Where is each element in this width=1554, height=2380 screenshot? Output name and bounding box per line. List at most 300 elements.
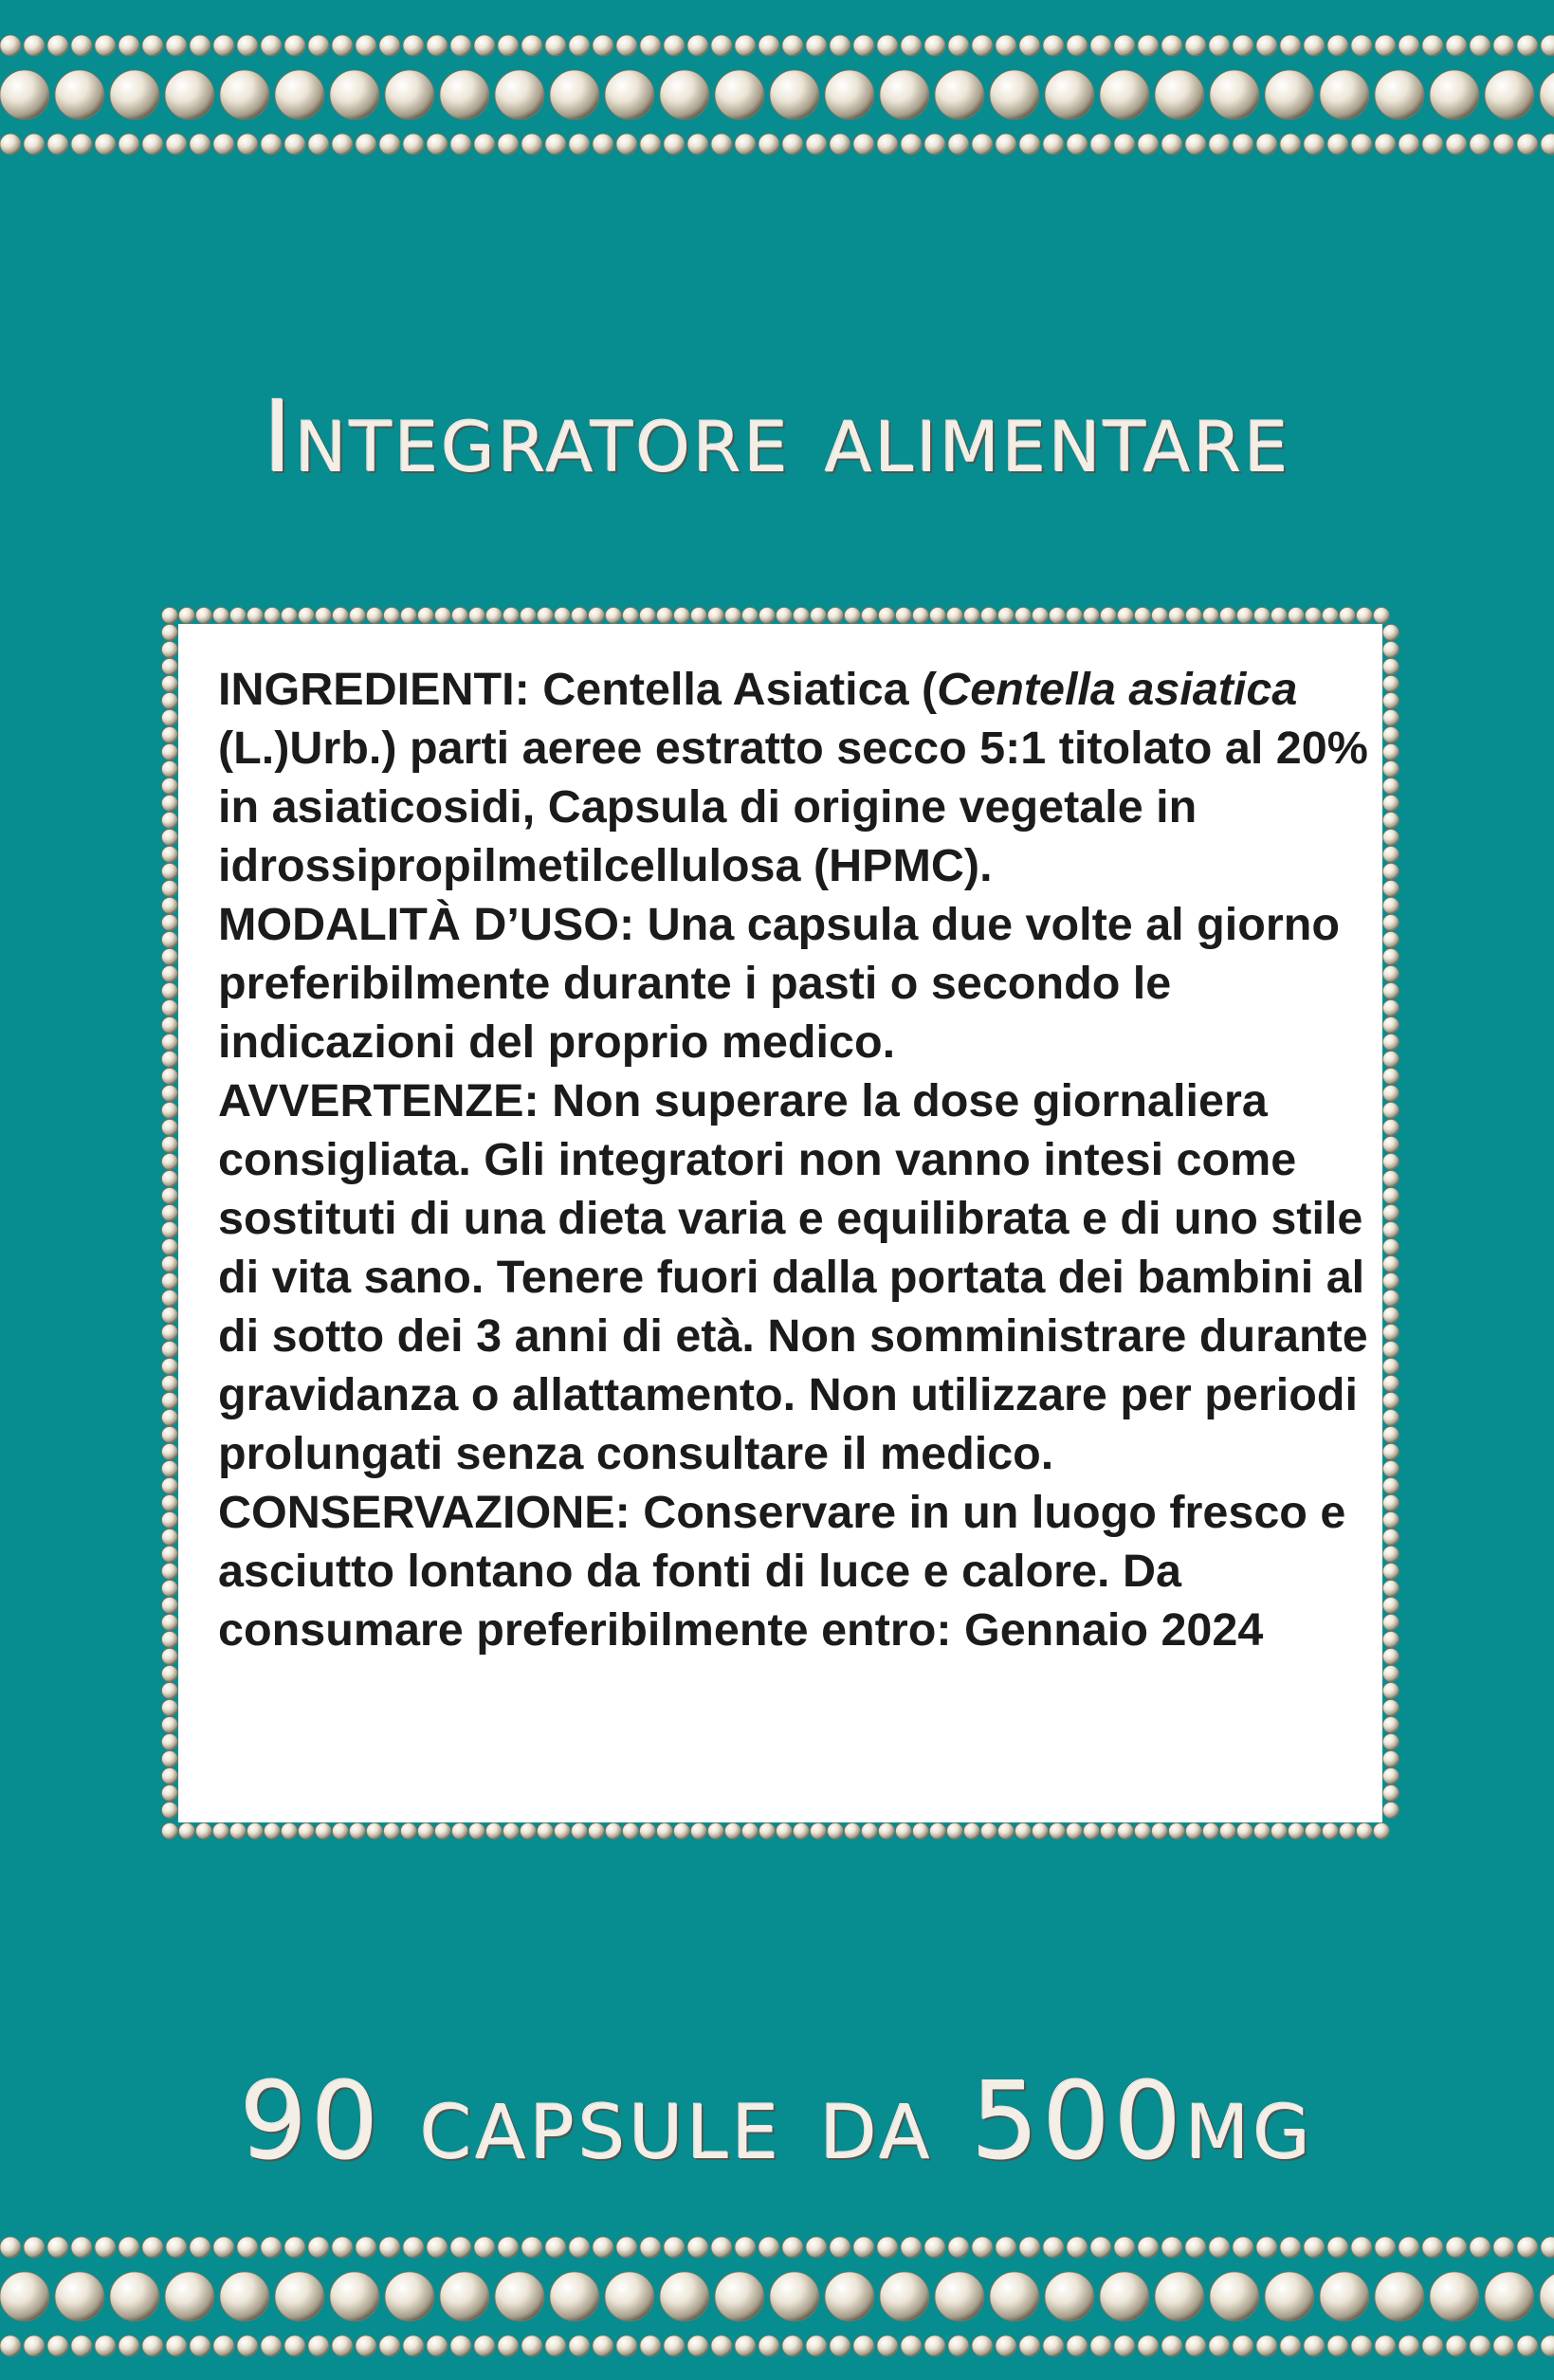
pearl-icon	[1067, 134, 1088, 155]
pearl-icon	[708, 608, 724, 624]
pearl-icon	[1045, 70, 1094, 119]
pearl-icon	[110, 70, 159, 119]
pearl-icon	[830, 2335, 850, 2356]
pearl-icon	[190, 2335, 210, 2356]
pearl-icon	[418, 1823, 434, 1840]
pearl-icon	[162, 1547, 178, 1563]
pearl-icon	[664, 35, 685, 56]
pearl-icon	[247, 1823, 264, 1840]
pearl-icon	[356, 2237, 376, 2258]
pearl-icon	[196, 608, 212, 624]
pearl-icon	[162, 625, 178, 641]
pearl-icon	[711, 2237, 732, 2258]
pearl-icon	[770, 2272, 819, 2321]
pearl-icon	[1383, 1444, 1399, 1460]
pearl-icon	[162, 796, 178, 812]
pearl-icon	[0, 2335, 21, 2356]
pearl-icon	[998, 608, 1015, 624]
pearl-icon	[1067, 35, 1088, 56]
pearl-icon	[901, 134, 922, 155]
pearl-icon	[862, 608, 878, 624]
pearl-icon	[95, 2335, 116, 2356]
pearl-icon	[828, 1823, 844, 1840]
product-type-title: Integratore alimentare	[263, 378, 1291, 495]
pearl-icon	[521, 2335, 542, 2356]
pearl-icon	[162, 1598, 178, 1614]
pearl-icon	[1375, 2335, 1396, 2356]
pearl-icon	[452, 1823, 468, 1840]
pearl-icon	[569, 2237, 590, 2258]
pearl-icon	[1161, 2335, 1182, 2356]
pearl-icon	[162, 915, 178, 931]
pearl-icon	[1118, 608, 1134, 624]
pearl-icon	[1383, 1393, 1399, 1409]
pearl-icon	[1493, 2237, 1514, 2258]
pearl-icon	[1114, 2335, 1135, 2356]
pearl-icon	[162, 1034, 178, 1051]
pearl-icon	[1383, 813, 1399, 829]
pearl-icon	[261, 35, 282, 56]
pearl-icon	[853, 35, 874, 56]
pearl-icon	[427, 2335, 448, 2356]
pearl-icon	[356, 134, 376, 155]
pearl-icon	[71, 2335, 92, 2356]
pearl-icon	[1043, 2237, 1064, 2258]
pearl-icon	[162, 1239, 178, 1255]
pearl-icon	[1422, 35, 1443, 56]
pearl-icon	[162, 1529, 178, 1546]
pearl-icon	[1540, 70, 1554, 119]
pearl-icon	[1138, 2335, 1159, 2356]
pearl-icon	[403, 134, 424, 155]
pearl-icon	[948, 35, 969, 56]
pearl-icon	[811, 1823, 827, 1840]
pearl-icon	[947, 608, 963, 624]
pearl-icon	[1383, 864, 1399, 880]
pearl-icon	[660, 70, 709, 119]
pearl-icon	[1220, 608, 1236, 624]
pearl-icon	[162, 1649, 178, 1665]
pearl-icon	[1050, 1823, 1066, 1840]
pearl-icon	[162, 659, 178, 675]
pearl-icon	[550, 70, 599, 119]
label-panel	[178, 624, 1382, 1822]
pearl-icon	[521, 134, 542, 155]
pearl-icon	[403, 2237, 424, 2258]
pearl-icon	[593, 2237, 613, 2258]
pearl-icon	[1351, 35, 1372, 56]
pearl-icon	[162, 1512, 178, 1529]
pearl-icon	[162, 1803, 178, 1819]
pearl-icon	[503, 608, 520, 624]
pearl-icon	[1254, 1823, 1271, 1840]
pearl-icon	[759, 35, 779, 56]
pearl-icon	[782, 134, 803, 155]
pearl-icon	[1019, 2237, 1040, 2258]
pearl-icon	[1541, 35, 1554, 56]
pearl-icon	[735, 134, 756, 155]
pearl-icon	[247, 608, 264, 624]
pearl-icon	[162, 1700, 178, 1716]
pearl-icon	[657, 1823, 673, 1840]
pearl-icon	[1383, 1154, 1399, 1170]
pearl-icon	[308, 2335, 329, 2356]
pearl-icon	[166, 134, 187, 155]
pearl-icon	[1383, 1529, 1399, 1546]
pearl-icon	[1323, 608, 1339, 624]
warnings-section	[218, 1071, 1375, 1483]
pearl-icon	[759, 1823, 776, 1840]
pearl-icon	[213, 134, 234, 155]
pearl-icon	[1280, 35, 1301, 56]
pearl-icon	[498, 2335, 519, 2356]
pearl-icon	[623, 608, 639, 624]
pearl-icon	[1383, 1785, 1399, 1802]
pearl-icon	[759, 2335, 779, 2356]
pearl-icon	[265, 608, 281, 624]
pearl-icon	[237, 35, 258, 56]
pearl-icon	[162, 1154, 178, 1170]
information-label	[161, 607, 1399, 1840]
pearl-icon	[996, 35, 1016, 56]
pearl-icon	[1383, 796, 1399, 812]
pearl-icon	[162, 1632, 178, 1648]
pearl-icon	[162, 1564, 178, 1580]
pearl-icon	[47, 2237, 68, 2258]
pearl-icon	[1271, 1823, 1288, 1840]
pearl-icon	[1185, 2335, 1206, 2356]
pearl-icon	[930, 608, 946, 624]
pearl-icon	[162, 1495, 178, 1511]
pearl-icon	[284, 35, 305, 56]
pearl-icon	[119, 2335, 139, 2356]
pearl-icon	[1155, 2272, 1204, 2321]
pearl-icon	[1304, 35, 1325, 56]
pearl-icon	[664, 2335, 685, 2356]
pearl-icon	[1101, 608, 1117, 624]
pearl-icon	[474, 134, 495, 155]
pearl-icon	[1265, 2272, 1314, 2321]
pearl-icon	[981, 608, 997, 624]
pearl-icon	[95, 134, 116, 155]
pearl-icon	[947, 1823, 963, 1840]
pearl-icon	[735, 35, 756, 56]
pearl-icon	[1383, 1495, 1399, 1511]
pearl-icon	[1383, 1052, 1399, 1068]
pearl-icon	[190, 134, 210, 155]
pearl-icon	[450, 2237, 471, 2258]
pearl-icon	[1399, 2237, 1419, 2258]
pearl-icon	[1383, 830, 1399, 846]
pearl-icon	[806, 2335, 827, 2356]
pearl-icon	[162, 1666, 178, 1682]
pearl-icon	[664, 2237, 685, 2258]
pearl-icon	[640, 35, 661, 56]
pearl-icon	[1493, 35, 1514, 56]
pearl-icon	[1383, 1461, 1399, 1477]
pearl-icon	[24, 2335, 45, 2356]
pearl-icon	[350, 608, 366, 624]
pearl-icon	[1320, 2272, 1369, 2321]
pearl-icon	[828, 608, 844, 624]
pearl-icon	[1135, 1823, 1151, 1840]
pearl-icon	[1446, 35, 1467, 56]
pearl-icon	[1383, 1291, 1399, 1307]
pearl-icon	[162, 1683, 178, 1699]
pearl-icon	[440, 2272, 489, 2321]
pearl-icon	[330, 70, 379, 119]
pearl-icon	[1383, 932, 1399, 948]
pearl-icon	[1090, 35, 1111, 56]
pearl-icon	[830, 134, 850, 155]
pearl-icon	[1019, 2335, 1040, 2356]
pearl-icon	[845, 1823, 861, 1840]
pearl-icon	[162, 1823, 178, 1840]
directions-heading: MODALITÀ D’USO:	[218, 899, 635, 950]
pearl-icon	[913, 608, 929, 624]
pearl-icon	[1383, 881, 1399, 897]
pearl-icon	[687, 35, 708, 56]
pearl-icon	[367, 608, 383, 624]
pearl-icon	[1383, 915, 1399, 931]
pearl-icon	[1383, 1086, 1399, 1102]
pearl-icon	[521, 608, 537, 624]
pearl-icon	[545, 35, 566, 56]
pearl-icon	[162, 1103, 178, 1119]
pearl-icon	[853, 2335, 874, 2356]
pearl-icon	[1067, 608, 1083, 624]
pearl-icon	[830, 35, 850, 56]
pearl-icon	[1383, 1615, 1399, 1631]
pearl-icon	[1090, 2335, 1111, 2356]
pearl-icon	[593, 2335, 613, 2356]
pearl-icon	[1374, 1823, 1390, 1840]
pearl-icon	[794, 1823, 810, 1840]
pearl-icon	[332, 2335, 353, 2356]
pearl-icon	[538, 1823, 554, 1840]
pearl-icon	[498, 35, 519, 56]
pearl-icon	[1383, 1376, 1399, 1392]
pearl-icon	[1256, 35, 1277, 56]
pearl-icon	[1033, 1823, 1049, 1840]
pearl-icon	[1485, 70, 1534, 119]
pearl-icon	[538, 608, 554, 624]
ingredients-text-part-2: (L.)Urb.) parti aeree estratto secco 5:1 titolato al 20% in asiaticosidi, Capsula di origine vegetale in idrossipropilmetilcellulosa (HPMC).	[218, 723, 1368, 891]
pearl-icon	[261, 2237, 282, 2258]
pearl-icon	[316, 608, 332, 624]
pearl-icon	[1383, 642, 1399, 658]
pearl-icon	[616, 134, 637, 155]
pearl-strand-icon	[0, 19, 1554, 161]
pearl-icon	[1383, 1359, 1399, 1375]
pearl-icon	[162, 608, 178, 624]
pearl-icon	[569, 2335, 590, 2356]
pearl-icon	[162, 1256, 178, 1272]
pearl-icon	[1067, 1823, 1083, 1840]
pearl-icon	[1383, 966, 1399, 982]
pearl-icon	[1383, 1205, 1399, 1221]
pearl-icon	[1383, 1768, 1399, 1785]
pearl-icon	[880, 2272, 929, 2321]
pearl-icon	[1210, 70, 1259, 119]
pearl-icon	[299, 608, 315, 624]
pearl-icon	[948, 134, 969, 155]
pearl-icon	[1185, 134, 1206, 155]
bottom-pearl-border	[0, 2221, 1554, 2363]
pearl-icon	[385, 70, 434, 119]
pearl-icon	[261, 2335, 282, 2356]
pearl-icon	[435, 1823, 451, 1840]
pearl-icon	[545, 2237, 566, 2258]
pearl-icon	[742, 608, 759, 624]
pearl-icon	[616, 35, 637, 56]
pearl-icon	[162, 778, 178, 795]
pearl-icon	[284, 2237, 305, 2258]
pearl-icon	[1375, 2272, 1424, 2321]
pearl-icon	[853, 2237, 874, 2258]
pearl-icon	[1114, 2237, 1135, 2258]
pearl-icon	[845, 608, 861, 624]
pearl-icon	[1446, 2335, 1467, 2356]
top-pearl-border	[0, 19, 1554, 161]
pearl-icon	[1351, 2335, 1372, 2356]
pearl-icon	[1383, 898, 1399, 914]
pearl-icon	[1280, 2335, 1301, 2356]
pearl-icon	[237, 2335, 258, 2356]
pearl-icon	[1100, 2272, 1149, 2321]
pearl-icon	[1470, 2335, 1490, 2356]
pearl-icon	[711, 35, 732, 56]
pearl-icon	[47, 35, 68, 56]
pearl-icon	[1203, 1823, 1219, 1840]
pearl-icon	[691, 1823, 707, 1840]
pearl-icon	[1271, 608, 1288, 624]
pearl-icon	[555, 1823, 571, 1840]
pearl-icon	[55, 70, 104, 119]
pearl-icon	[162, 1427, 178, 1443]
pearl-icon	[623, 1823, 639, 1840]
pearl-icon	[474, 35, 495, 56]
pearl-icon	[555, 608, 571, 624]
pearl-icon	[725, 608, 741, 624]
pearl-icon	[1161, 134, 1182, 155]
pearl-icon	[811, 608, 827, 624]
pearl-icon	[1383, 1239, 1399, 1255]
pearl-icon	[1383, 1034, 1399, 1051]
pearl-icon	[1383, 1581, 1399, 1597]
pearl-icon	[162, 1120, 178, 1136]
pearl-icon	[119, 134, 139, 155]
pearl-icon	[1517, 2237, 1538, 2258]
pearl-icon	[1383, 1649, 1399, 1665]
ingredients-text-part-1: Centella Asiatica (	[529, 664, 938, 715]
pearl-icon	[1399, 134, 1419, 155]
pearl-icon	[196, 1823, 212, 1840]
pearl-icon	[0, 2272, 49, 2321]
pearl-icon	[166, 35, 187, 56]
pearl-icon	[545, 134, 566, 155]
pearl-icon	[1114, 134, 1135, 155]
pearl-strand-icon	[0, 2221, 1554, 2363]
pearl-icon	[1050, 608, 1066, 624]
pearl-icon	[1138, 2237, 1159, 2258]
pearl-icon	[711, 134, 732, 155]
pearl-icon	[715, 2272, 764, 2321]
pearl-icon	[1375, 2237, 1396, 2258]
pearl-icon	[55, 2272, 104, 2321]
pearl-icon	[1220, 1823, 1236, 1840]
pearl-icon	[735, 2335, 756, 2356]
pearl-icon	[333, 1823, 349, 1840]
pearl-icon	[1383, 1632, 1399, 1648]
pearl-icon	[1383, 847, 1399, 863]
pearl-icon	[230, 1823, 247, 1840]
pearl-icon	[877, 2335, 898, 2356]
pearl-icon	[237, 134, 258, 155]
pearl-icon	[930, 1823, 946, 1840]
pearl-icon	[742, 1823, 759, 1840]
pearl-icon	[782, 2335, 803, 2356]
pearl-icon	[1100, 70, 1149, 119]
pearl-icon	[981, 1823, 997, 1840]
pearl-icon	[1304, 2335, 1325, 2356]
pearl-icon	[162, 813, 178, 829]
pearl-icon	[1399, 35, 1419, 56]
pearl-icon	[1169, 608, 1185, 624]
pearl-icon	[1254, 608, 1271, 624]
pearl-icon	[162, 1461, 178, 1477]
pearl-icon	[996, 134, 1016, 155]
pearl-icon	[1118, 1823, 1134, 1840]
pearl-icon	[379, 2237, 400, 2258]
pearl-icon	[1101, 1823, 1117, 1840]
pearl-icon	[1357, 608, 1373, 624]
pearl-icon	[165, 2272, 214, 2321]
pearl-icon	[1043, 134, 1064, 155]
pearl-icon	[1015, 1823, 1032, 1840]
pearl-icon	[162, 642, 178, 658]
pearl-icon	[1375, 35, 1396, 56]
pearl-icon	[660, 2272, 709, 2321]
pearl-icon	[806, 134, 827, 155]
pearl-icon	[901, 2335, 922, 2356]
pearl-icon	[593, 134, 613, 155]
pearl-icon	[71, 2237, 92, 2258]
pearl-icon	[330, 2272, 379, 2321]
pearl-icon	[1357, 1823, 1373, 1840]
pearl-icon	[452, 608, 468, 624]
pearl-icon	[1374, 608, 1390, 624]
pearl-icon	[1152, 608, 1168, 624]
pearl-icon	[265, 1823, 281, 1840]
pearl-icon	[0, 134, 21, 155]
pearl-icon	[356, 35, 376, 56]
pearl-icon	[1383, 710, 1399, 726]
pearl-icon	[469, 1823, 485, 1840]
pearl-icon	[1383, 1751, 1399, 1767]
pearl-icon	[166, 2237, 187, 2258]
pearl-icon	[1209, 35, 1230, 56]
pearl-icon	[379, 134, 400, 155]
pearl-icon	[1470, 35, 1490, 56]
pearl-icon	[1383, 1683, 1399, 1699]
warnings-heading: AVVERTENZE:	[218, 1075, 539, 1126]
pearl-icon	[213, 2237, 234, 2258]
pearl-icon	[990, 2272, 1039, 2321]
pearl-icon	[142, 134, 163, 155]
pearl-icon	[1383, 1273, 1399, 1290]
pearl-icon	[316, 1823, 332, 1840]
